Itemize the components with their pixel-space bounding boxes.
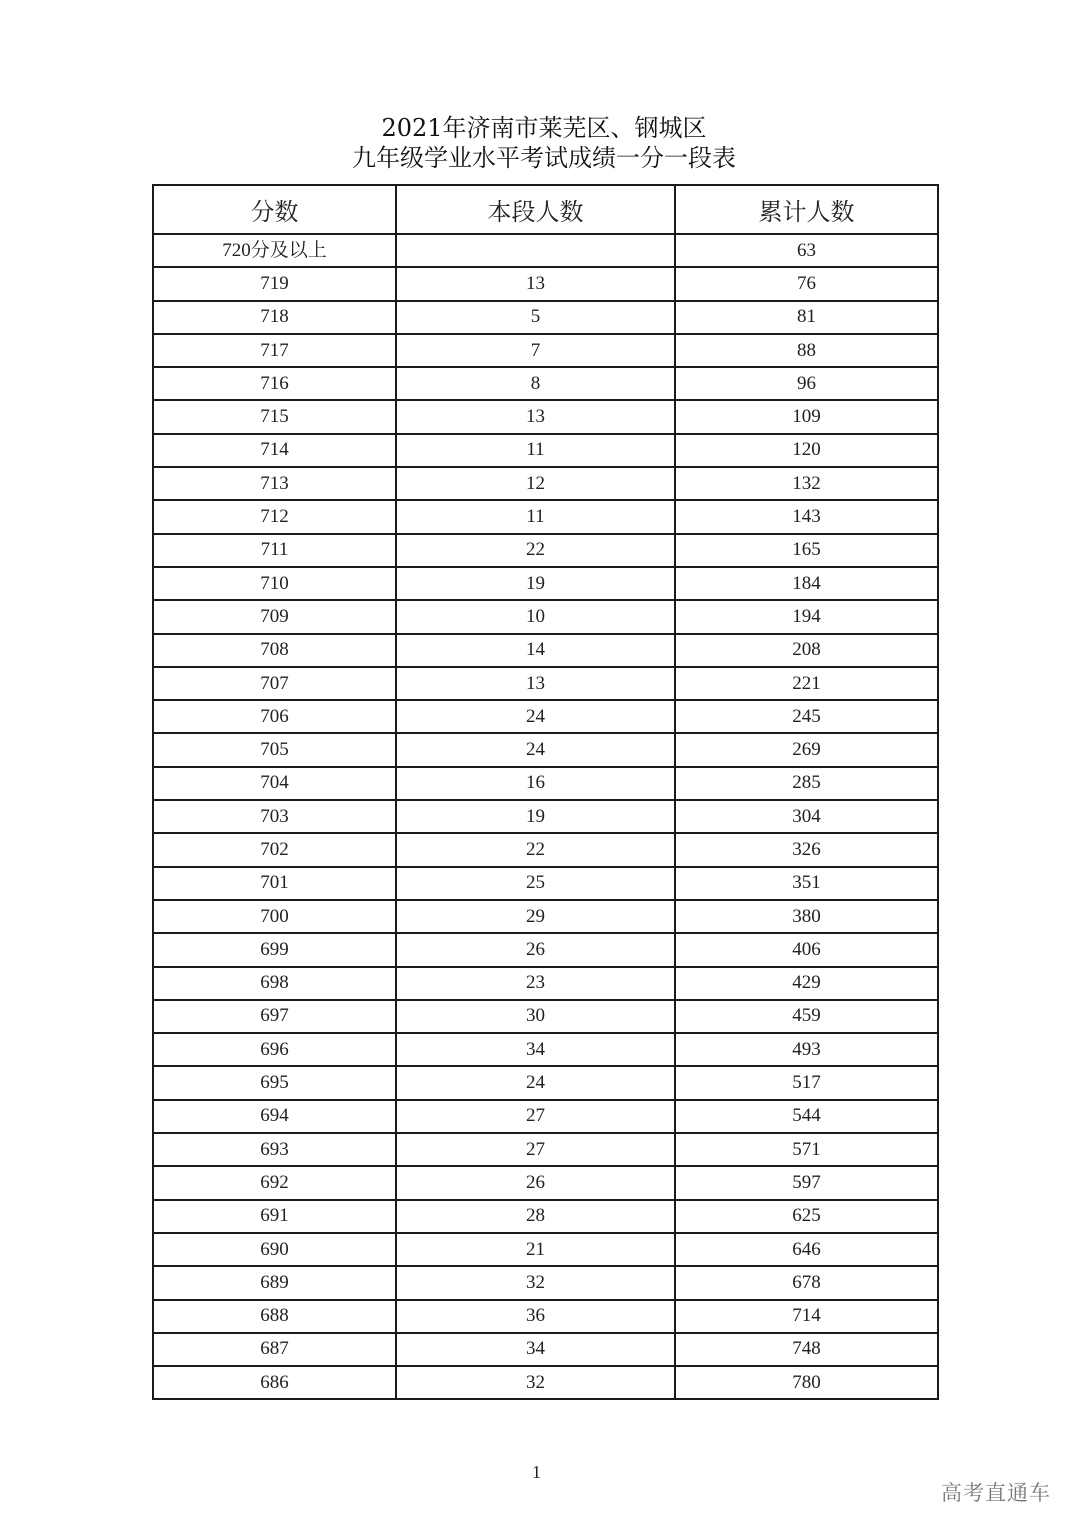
table-row bbox=[153, 1266, 938, 1299]
score-cell: 718 bbox=[153, 301, 396, 334]
score-cell: 708 bbox=[153, 634, 396, 667]
segment-count-cell: 16 bbox=[396, 767, 675, 800]
score-cell: 719 bbox=[153, 267, 396, 300]
segment-count-cell: 29 bbox=[396, 900, 675, 933]
table-row bbox=[153, 867, 938, 900]
table-row bbox=[153, 1033, 938, 1066]
table-row bbox=[153, 1333, 938, 1366]
cumulative-count-cell: 285 bbox=[675, 767, 938, 800]
segment-count-cell: 5 bbox=[396, 301, 675, 334]
cumulative-count-cell: 517 bbox=[675, 1066, 938, 1099]
cumulative-count-cell: 380 bbox=[675, 900, 938, 933]
table-row bbox=[153, 434, 938, 467]
document-title-line1: 2021年济南市莱芜区、钢城区 bbox=[381, 114, 707, 142]
segment-count-cell: 30 bbox=[396, 1000, 675, 1033]
table-row bbox=[153, 567, 938, 600]
segment-count-cell: 8 bbox=[396, 367, 675, 400]
cumulative-count-cell: 76 bbox=[675, 267, 938, 300]
cumulative-count-cell: 221 bbox=[675, 667, 938, 700]
table-row bbox=[153, 500, 938, 533]
score-cell: 690 bbox=[153, 1233, 396, 1266]
table-row bbox=[153, 1300, 938, 1333]
cumulative-count-cell: 646 bbox=[675, 1233, 938, 1266]
table-row bbox=[153, 1166, 938, 1199]
score-cell: 691 bbox=[153, 1200, 396, 1233]
table-row bbox=[153, 933, 938, 966]
document-title-line2: 九年级学业水平考试成绩一分一段表 bbox=[352, 144, 736, 172]
cumulative-count-cell: 88 bbox=[675, 334, 938, 367]
segment-count-cell: 25 bbox=[396, 867, 675, 900]
table-row bbox=[153, 367, 938, 400]
cumulative-count-cell: 493 bbox=[675, 1033, 938, 1066]
score-cell: 716 bbox=[153, 367, 396, 400]
table-row bbox=[153, 1200, 938, 1233]
cumulative-count-cell: 120 bbox=[675, 434, 938, 467]
table-row bbox=[153, 334, 938, 367]
cumulative-count-cell: 429 bbox=[675, 967, 938, 1000]
cumulative-count-cell: 748 bbox=[675, 1333, 938, 1366]
score-cell: 720分及以上 bbox=[153, 234, 396, 267]
table-row bbox=[153, 234, 938, 267]
table-row bbox=[153, 600, 938, 633]
table-row bbox=[153, 767, 938, 800]
score-cell: 698 bbox=[153, 967, 396, 1000]
score-cell: 686 bbox=[153, 1366, 396, 1399]
table-row bbox=[153, 800, 938, 833]
score-cell: 692 bbox=[153, 1166, 396, 1199]
score-cell: 709 bbox=[153, 600, 396, 633]
score-cell: 700 bbox=[153, 900, 396, 933]
score-cell: 702 bbox=[153, 833, 396, 866]
cumulative-count-cell: 165 bbox=[675, 534, 938, 567]
segment-count-cell: 34 bbox=[396, 1333, 675, 1366]
segment-count-cell: 28 bbox=[396, 1200, 675, 1233]
cumulative-count-cell: 571 bbox=[675, 1133, 938, 1166]
score-cell: 717 bbox=[153, 334, 396, 367]
segment-count-cell: 36 bbox=[396, 1300, 675, 1333]
cumulative-count-cell: 132 bbox=[675, 467, 938, 500]
table-row bbox=[153, 1000, 938, 1033]
cumulative-count-cell: 81 bbox=[675, 301, 938, 334]
table-row bbox=[153, 700, 938, 733]
segment-count-cell: 22 bbox=[396, 833, 675, 866]
segment-count-cell: 26 bbox=[396, 933, 675, 966]
segment-count-cell: 13 bbox=[396, 267, 675, 300]
score-cell: 703 bbox=[153, 800, 396, 833]
table-row bbox=[153, 467, 938, 500]
table-row bbox=[153, 833, 938, 866]
score-cell: 695 bbox=[153, 1066, 396, 1099]
table-row bbox=[153, 1066, 938, 1099]
segment-count-cell: 19 bbox=[396, 567, 675, 600]
cumulative-count-cell: 269 bbox=[675, 733, 938, 766]
segment-count-cell: 32 bbox=[396, 1266, 675, 1299]
cumulative-count-cell: 184 bbox=[675, 567, 938, 600]
segment-count-cell: 24 bbox=[396, 733, 675, 766]
watermark-text: 高考直通车 bbox=[941, 1481, 1051, 1505]
table-row bbox=[153, 967, 938, 1000]
cumulative-count-cell: 780 bbox=[675, 1366, 938, 1399]
table-row bbox=[153, 267, 938, 300]
cumulative-count-cell: 544 bbox=[675, 1100, 938, 1133]
segment-count-cell: 34 bbox=[396, 1033, 675, 1066]
page-number: 1 bbox=[532, 1462, 541, 1482]
score-distribution-table bbox=[152, 184, 939, 1400]
cumulative-count-cell: 109 bbox=[675, 400, 938, 433]
cumulative-count-cell: 208 bbox=[675, 634, 938, 667]
score-cell: 696 bbox=[153, 1033, 396, 1066]
cumulative-count-cell: 459 bbox=[675, 1000, 938, 1033]
score-cell: 694 bbox=[153, 1100, 396, 1133]
cumulative-count-cell: 63 bbox=[675, 234, 938, 267]
cumulative-count-cell: 194 bbox=[675, 600, 938, 633]
cumulative-count-cell: 326 bbox=[675, 833, 938, 866]
score-cell: 689 bbox=[153, 1266, 396, 1299]
segment-count-cell: 11 bbox=[396, 500, 675, 533]
column-header-score: 分数 bbox=[153, 185, 396, 234]
segment-count-cell: 10 bbox=[396, 600, 675, 633]
score-cell: 715 bbox=[153, 400, 396, 433]
cumulative-count-cell: 678 bbox=[675, 1266, 938, 1299]
cumulative-count-cell: 351 bbox=[675, 867, 938, 900]
cumulative-count-cell: 96 bbox=[675, 367, 938, 400]
score-cell: 699 bbox=[153, 933, 396, 966]
segment-count-cell: 13 bbox=[396, 667, 675, 700]
score-cell: 705 bbox=[153, 733, 396, 766]
table-row bbox=[153, 667, 938, 700]
segment-count-cell bbox=[396, 234, 675, 267]
cumulative-count-cell: 143 bbox=[675, 500, 938, 533]
score-cell: 697 bbox=[153, 1000, 396, 1033]
score-cell: 712 bbox=[153, 500, 396, 533]
segment-count-cell: 19 bbox=[396, 800, 675, 833]
segment-count-cell: 27 bbox=[396, 1133, 675, 1166]
cumulative-count-cell: 245 bbox=[675, 700, 938, 733]
segment-count-cell: 26 bbox=[396, 1166, 675, 1199]
segment-count-cell: 32 bbox=[396, 1366, 675, 1399]
table-row bbox=[153, 634, 938, 667]
cumulative-count-cell: 406 bbox=[675, 933, 938, 966]
table-row bbox=[153, 733, 938, 766]
score-cell: 688 bbox=[153, 1300, 396, 1333]
column-header-cumulative-count: 累计人数 bbox=[675, 185, 938, 234]
table-body bbox=[153, 234, 938, 1399]
score-cell: 687 bbox=[153, 1333, 396, 1366]
score-cell: 707 bbox=[153, 667, 396, 700]
score-cell: 704 bbox=[153, 767, 396, 800]
segment-count-cell: 21 bbox=[396, 1233, 675, 1266]
table-row bbox=[153, 1366, 938, 1399]
table-row bbox=[153, 400, 938, 433]
column-header-segment-count: 本段人数 bbox=[396, 185, 675, 234]
table-row bbox=[153, 900, 938, 933]
segment-count-cell: 7 bbox=[396, 334, 675, 367]
segment-count-cell: 11 bbox=[396, 434, 675, 467]
table-row bbox=[153, 1133, 938, 1166]
segment-count-cell: 27 bbox=[396, 1100, 675, 1133]
segment-count-cell: 24 bbox=[396, 1066, 675, 1099]
score-cell: 713 bbox=[153, 467, 396, 500]
segment-count-cell: 22 bbox=[396, 534, 675, 567]
cumulative-count-cell: 304 bbox=[675, 800, 938, 833]
score-cell: 693 bbox=[153, 1133, 396, 1166]
segment-count-cell: 23 bbox=[396, 967, 675, 1000]
table-row bbox=[153, 534, 938, 567]
segment-count-cell: 13 bbox=[396, 400, 675, 433]
segment-count-cell: 24 bbox=[396, 700, 675, 733]
table-row bbox=[153, 1233, 938, 1266]
score-cell: 706 bbox=[153, 700, 396, 733]
cumulative-count-cell: 625 bbox=[675, 1200, 938, 1233]
score-cell: 714 bbox=[153, 434, 396, 467]
table-header-row bbox=[153, 185, 938, 234]
table-row bbox=[153, 301, 938, 334]
score-cell: 711 bbox=[153, 534, 396, 567]
cumulative-count-cell: 714 bbox=[675, 1300, 938, 1333]
segment-count-cell: 12 bbox=[396, 467, 675, 500]
table-row bbox=[153, 1100, 938, 1133]
cumulative-count-cell: 597 bbox=[675, 1166, 938, 1199]
segment-count-cell: 14 bbox=[396, 634, 675, 667]
score-cell: 701 bbox=[153, 867, 396, 900]
score-cell: 710 bbox=[153, 567, 396, 600]
